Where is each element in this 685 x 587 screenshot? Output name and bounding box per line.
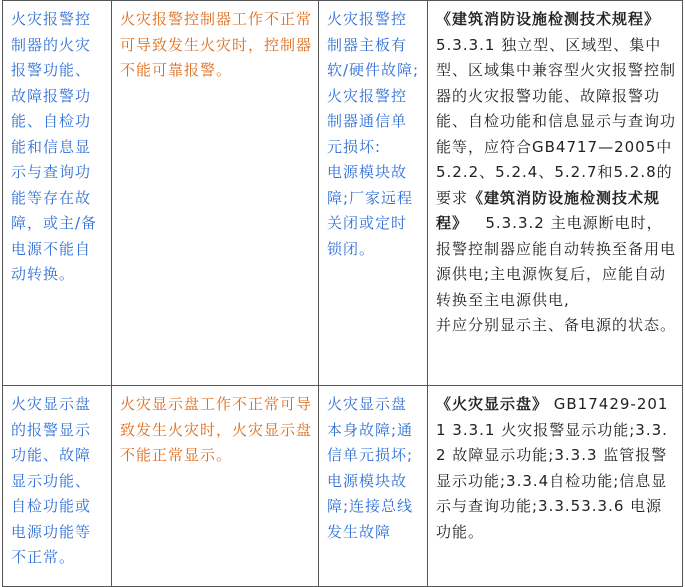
standard-title: 《建筑消防设施检测技术规程》 <box>436 188 661 232</box>
consequence-text: 火灾报警控制器工作不正常可导致发生火灾时，控制器不能可靠报警。 <box>120 10 313 79</box>
cause-text: 电源模块故障;厂家远程关闭或定时锁闭。 <box>327 163 414 258</box>
standard-clause: GB17429-2011 3.3.1 火灾报警显示功能;3.3.2 故障显示功能;3.3.3 监管报警显示功能;3.3.4自检功能;信息显示与查询功能;3.3.53.3.6 电源功能。 <box>436 395 669 541</box>
standard-title: 《建筑消防设施检测技术规程》 <box>436 10 661 28</box>
reference-cell <box>428 1 683 386</box>
cause-text: 火灾报警控制器通信单元损坏: <box>327 86 408 156</box>
cause-cell <box>319 1 428 386</box>
cause-text: 火灾显示盘本身故障;通信单元损坏; <box>327 395 414 464</box>
standard-clause: 5.3.3.1 独立型、区域型、集中型、区域集中兼容型火灾报警控制器的火灾报警功能、故障报警功能、自检功能和信息显示与查询功能等，应符合GB4717—2005中5.2.2、5.2.4、5.2.7和5.2.8的要求 <box>436 35 677 207</box>
consequence-cell <box>112 1 319 386</box>
reference-cell <box>428 386 683 587</box>
cause-cell <box>319 386 428 587</box>
cause-text: 电源模块故障;连接总线发生故障 <box>327 471 414 541</box>
consequence-text: 火灾显示盘工作不正常可导致发生火灾时，火灾显示盘不能正常显示。 <box>120 395 313 464</box>
standard-clause: 并应分别显示主、备电源的状态。 <box>436 316 677 334</box>
symptom-cell <box>3 1 112 386</box>
standard-clause: 5.3.3.2 主电源断电时，报警控制器应能自动转换至备用电源供电;主电源恢复后，应能自动转换至主电源供电, <box>436 214 677 309</box>
symptom-text: 火灾报警控制器的火灾报警功能、故障报警功能、自检功能和信息显示与查询功能等存在故障，或主/备电源不能自动转换。 <box>11 10 98 283</box>
cause-text: 火灾报警控制器主板有软/硬件故障; <box>327 10 420 79</box>
table-row <box>3 386 683 587</box>
consequence-cell <box>112 386 319 587</box>
standard-title: 《火灾显示盘》 <box>436 395 549 413</box>
symptom-text: 火灾显示盘的报警显示功能、故障显示功能、自检功能或电源功能等不正常。 <box>11 395 92 566</box>
symptom-cell <box>3 386 112 587</box>
fault-analysis-table <box>2 0 683 587</box>
table-row <box>3 1 683 386</box>
